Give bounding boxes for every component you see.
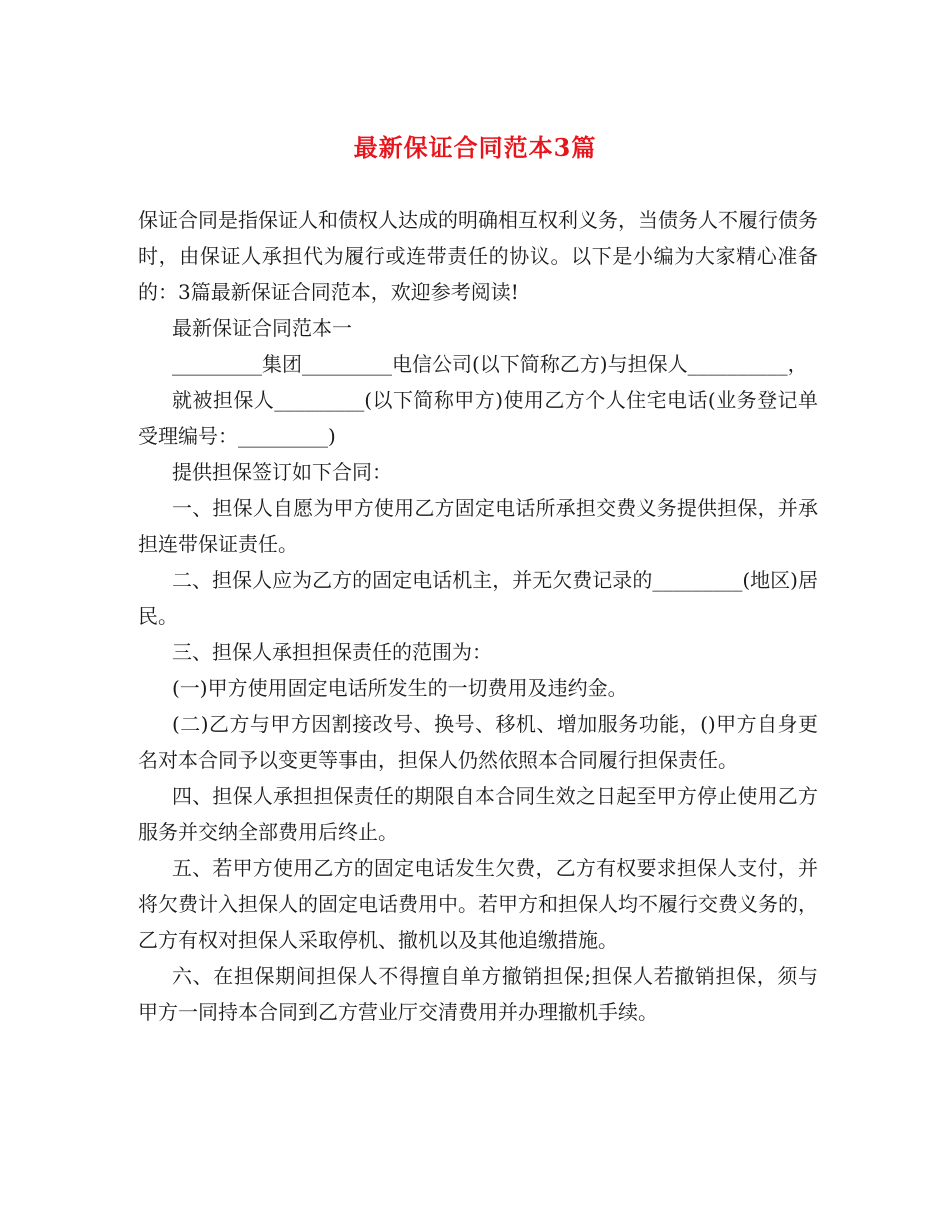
intro-paragraph: 保证合同是指保证人和债权人达成的明确相互权利义务，当债务人不履行债务时，由保证人承担代为履行或连带责任的协议。以下是小编为大家精心准备的：3篇最新保证合同范本，欢迎参考阅读!	[138, 208, 818, 304]
clause-1: 一、担保人自愿为甲方使用乙方固定电话所承担交费义务提供担保，并承担连带保证责任。	[138, 496, 818, 556]
contract-intro-paragraph: 提供担保签订如下合同：	[172, 460, 392, 484]
clause-3: 三、担保人承担担保责任的范围为：	[172, 640, 492, 664]
document-body	[138, 202, 818, 1030]
document-title: 最新保证合同范本3篇	[353, 133, 597, 162]
clause-4: 四、担保人承担担保责任的期限自本合同生效之日起至甲方停止使用乙方服务并交纳全部费用后终止。	[138, 784, 818, 844]
clause-3-item-2: (二)乙方与甲方因割接改号、换号、移机、增加服务功能，()甲方自身更名对本合同予以变更等事由，担保人仍然依照本合同履行担保责任。	[138, 712, 818, 772]
clause-2: 二、担保人应为乙方的固定电话机主，并无欠费记录的_________(地区)居民。	[138, 568, 818, 628]
clause-6: 六、在担保期间担保人不得擅自单方撤销担保;担保人若撤销担保，须与甲方一同持本合同到乙方营业厅交清费用并办理撤机手续。	[138, 964, 818, 1024]
parties-paragraph: _________集团_________电信公司(以下简称乙方)与担保人__________，	[172, 352, 808, 376]
guaranteed-party-paragraph: 就被担保人_________(以下简称甲方)使用乙方个人住宅电话(业务登记单受理编号：_________)	[138, 388, 818, 448]
clause-5: 五、若甲方使用乙方的固定电话发生欠费，乙方有权要求担保人支付，并将欠费计入担保人的固定电话费用中。若甲方和担保人均不履行交费义务的，乙方有权对担保人采取停机、撤机以及其他追缴措施。	[138, 856, 818, 952]
clause-3-item-1: (一)甲方使用固定电话所发生的一切费用及违约金。	[172, 676, 628, 700]
section-heading: 最新保证合同范本一	[172, 316, 352, 340]
